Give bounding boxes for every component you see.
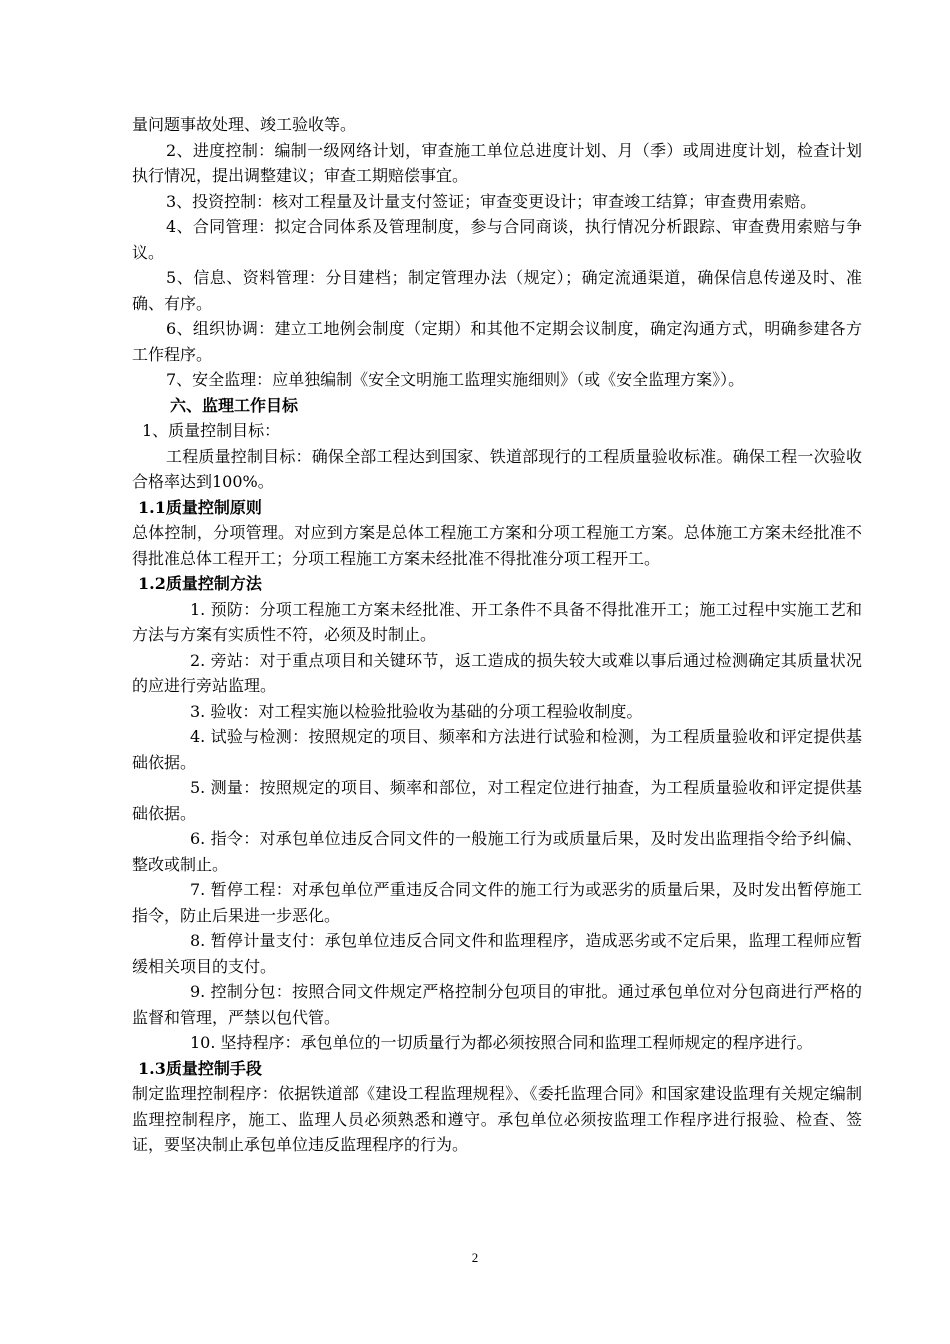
method-item: 6. 指令：对承包单位违反合同文件的一般施工行为或质量后果，及时发出监理指令给予纠偏、整改或制止。 bbox=[132, 829, 862, 874]
subheading-quality-means: 1.3质量控制手段 bbox=[138, 1058, 262, 1078]
method-item: 5. 测量：按照规定的项目、频率和部位，对工程定位进行抽查，为工程质量验收和评定提供基础依据。 bbox=[132, 778, 862, 823]
method-item: 4. 试验与检测：按照规定的项目、频率和方法进行试验和检测，为工程质量验收和评定提供基础依据。 bbox=[132, 727, 862, 772]
method-item: 1. 预防：分项工程施工方案未经批准、开工条件不具备不得批准开工；施工过程中实施工艺和方法与方案有实质性不符，必须及时制止。 bbox=[132, 599, 862, 644]
paragraph-quality-means: 制定监理控制程序：依据铁道部《建设工程监理规程》、《委托监理合同》和国家建设监理有关规定编制监理控制程序，施工、监理人员必须熟悉和遵守。承包单位必须按监理工作程序进行报验、检查、签证，要坚决制止承包单位违反监理程序的行为。 bbox=[132, 1084, 862, 1154]
subheading-quality-principle: 1.1质量控制原则 bbox=[138, 497, 262, 517]
method-item: 10. 坚持程序：承包单位的一切质量行为都必须按照合同和监理工程师规定的程序进行。 bbox=[190, 1033, 813, 1052]
method-item: 7. 暂停工程：对承包单位严重违反合同文件的施工行为或恶劣的质量后果，及时发出暂停施工指令，防止后果进一步恶化。 bbox=[132, 880, 862, 925]
page-number: 2 bbox=[471, 1250, 479, 1265]
method-item: 3. 验收：对工程实施以检验批验收为基础的分项工程验收制度。 bbox=[190, 701, 643, 721]
method-item: 2. 旁站：对于重点项目和关键环节，返工造成的损失较大或难以事后通过检测确定其质量状况的应进行旁站监理。 bbox=[132, 650, 862, 695]
paragraph-safety-supervision: 7、安全监理：应单独编制《安全文明施工监理实施细则》（或《安全监理方案》）。 bbox=[166, 370, 745, 389]
document-body bbox=[132, 112, 862, 1158]
paragraph-information-management: 5、信息、资料管理：分目建档；制定管理办法（规定）；确定流通渠道，确保信息传递及时、准确、有序。 bbox=[132, 268, 862, 313]
method-item: 8. 暂停计量支付：承包单位违反合同文件和监理程序，造成恶劣或不定后果，监理工程师应暂缓相关项目的支付。 bbox=[132, 931, 862, 976]
paragraph-quality-target: 工程质量控制目标：确保全部工程达到国家、铁道部现行的工程质量验收标准。确保工程一次验收合格率达到100%。 bbox=[132, 446, 862, 491]
section-heading: 六、监理工作目标 bbox=[170, 395, 299, 415]
paragraph-schedule-control: 2、进度控制：编制一级网络计划，审查施工单位总进度计划、月（季）或周进度计划，检查计划执行情况，提出调整建议；审查工期赔偿事宜。 bbox=[132, 140, 862, 185]
paragraph-continuation: 量问题事故处理、竣工验收等。 bbox=[132, 115, 357, 134]
method-item: 9. 控制分包：按照合同文件规定严格控制分包项目的审批。通过承包单位对分包商进行严格的监督和管理，严禁以包代管。 bbox=[132, 982, 862, 1027]
paragraph-investment-control: 3、投资控制：核对工程量及计量支付签证；审查变更设计；审查竣工结算；审查费用索赔。 bbox=[166, 191, 817, 211]
paragraph-coordination: 6、组织协调：建立工地例会制度（定期）和其他不定期会议制度，确定沟通方式，明确参建各方工作程序。 bbox=[132, 319, 862, 364]
subheading-quality-method: 1.2质量控制方法 bbox=[138, 574, 262, 593]
paragraph-contract-management: 4、合同管理：拟定合同体系及管理制度，参与合同商谈，执行情况分析跟踪、审查费用索赔与争议。 bbox=[132, 217, 862, 262]
paragraph-quality-principle: 总体控制，分项管理。对应到方案是总体工程施工方案和分项工程施工方案。总体施工方案未经批准不得批准总体工程开工；分项工程施工方案未经批准不得批准分项工程开工。 bbox=[132, 523, 862, 568]
quality-target-label: 1、质量控制目标： bbox=[142, 421, 281, 440]
